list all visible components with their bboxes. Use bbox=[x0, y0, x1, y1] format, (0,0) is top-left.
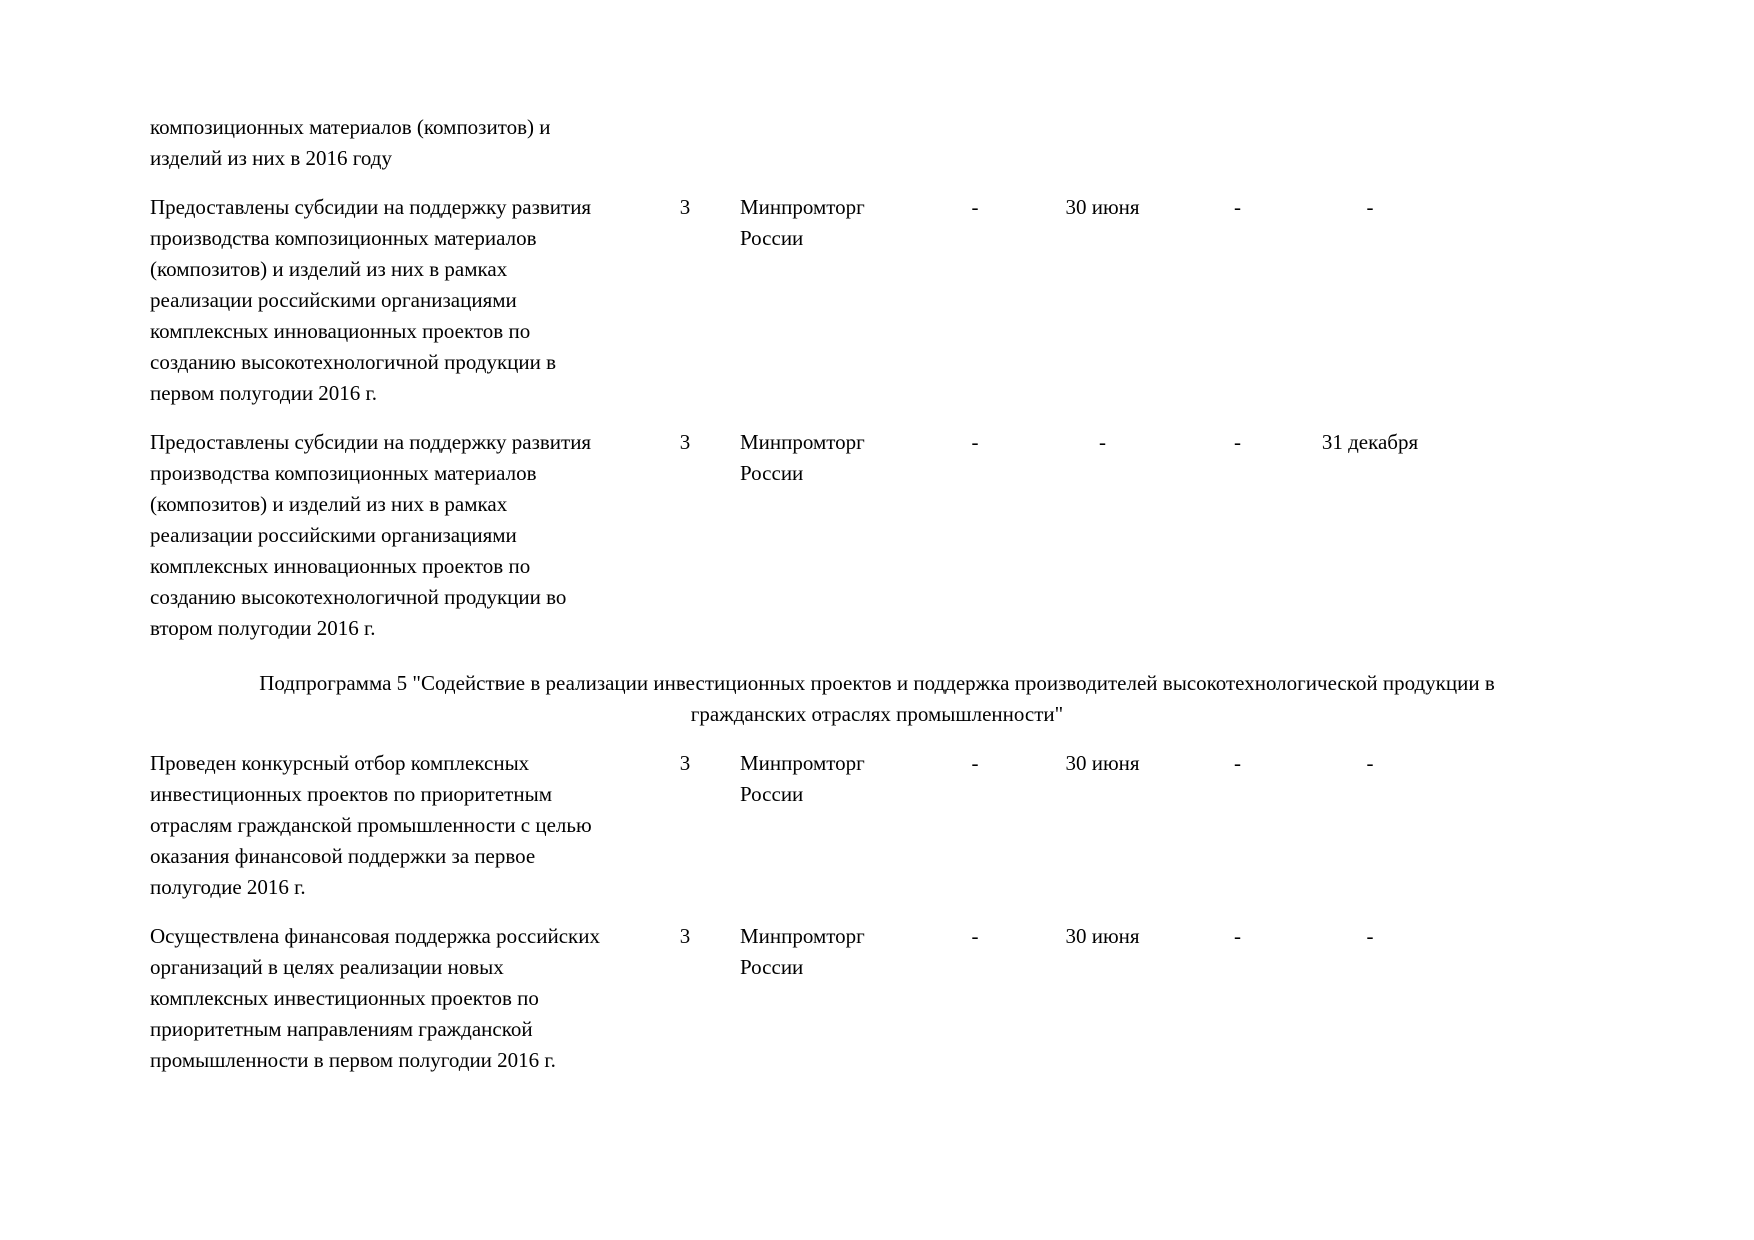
milestone-q3-cell: - bbox=[1234, 924, 1241, 948]
checkpoint-number-cell: 3 bbox=[679, 195, 691, 219]
milestone-q2-cell: 30 июня bbox=[1065, 195, 1140, 219]
document-table bbox=[0, 112, 1754, 1076]
milestone-q3-cell: - bbox=[1234, 430, 1241, 454]
milestone-q2-cell: 30 июня bbox=[1065, 924, 1140, 948]
milestone-q2-cell: - bbox=[1099, 430, 1106, 454]
milestone-q1-cell: - bbox=[971, 751, 979, 775]
milestone-q2-cell: 30 июня bbox=[1065, 751, 1140, 775]
activity-description-cell: Предоставлены субсидии на поддержку развития производства композиционных материалов (композитов) и изделий из них в рамках реализации российскими организациями комплексных инновационных проектов по созданию высокотехнологичной продукции в первом полугодии 2016 г. bbox=[150, 195, 592, 405]
table-row bbox=[150, 427, 1754, 644]
milestone-q4-cell: - bbox=[1366, 751, 1374, 775]
responsible-executor-cell bbox=[740, 112, 925, 174]
milestone-q2-cell bbox=[1025, 112, 1180, 174]
milestone-q1-cell bbox=[925, 112, 1025, 174]
milestone-q4-cell: 31 декабря bbox=[1321, 430, 1419, 454]
responsible-executor-cell: Минпромторг России bbox=[740, 195, 865, 250]
checkpoint-number-cell bbox=[630, 112, 740, 174]
checkpoint-number-cell: 3 bbox=[679, 430, 691, 454]
table-row bbox=[150, 112, 1754, 174]
activity-description-cell: композиционных материалов (композитов) и изделий из них в 2016 году bbox=[150, 115, 551, 170]
milestone-q3-cell bbox=[1180, 112, 1295, 174]
milestone-q4-cell: - bbox=[1366, 195, 1374, 219]
table-row bbox=[150, 748, 1754, 903]
responsible-executor-cell: Минпромторг России bbox=[740, 751, 865, 806]
milestone-q4-cell: - bbox=[1366, 924, 1374, 948]
milestone-q3-cell: - bbox=[1234, 751, 1241, 775]
subprogram-heading: Подпрограмма 5 "Содействие в реализации инвестиционных проектов и поддержка производителей высокотехнологической продукции в гражданских отраслях промышленности" bbox=[259, 671, 1495, 726]
responsible-executor-cell: Минпромторг России bbox=[740, 430, 865, 485]
milestone-q4-cell bbox=[1295, 112, 1445, 174]
checkpoint-number-cell: 3 bbox=[679, 924, 691, 948]
milestone-q3-cell: - bbox=[1234, 195, 1241, 219]
milestone-q1-cell: - bbox=[971, 924, 979, 948]
checkpoint-number-cell: 3 bbox=[679, 751, 691, 775]
responsible-executor-cell: Минпромторг России bbox=[740, 924, 865, 979]
table-row bbox=[150, 921, 1754, 1076]
table-row bbox=[150, 192, 1754, 409]
activity-description-cell: Предоставлены субсидии на поддержку развития производства композиционных материалов (композитов) и изделий из них в рамках реализации российскими организациями комплексных инновационных проектов по созданию высокотехнологичной продукции во втором полугодии 2016 г. bbox=[150, 430, 592, 640]
milestone-q1-cell: - bbox=[971, 430, 979, 454]
activity-description-cell: Проведен конкурсный отбор комплексных инвестиционных проектов по приоритетным отраслям гражданской промышленности с целью оказания финансовой поддержки за первое полугодие 2016 г. bbox=[150, 751, 592, 899]
activity-description-cell: Осуществлена финансовая поддержка российских организаций в целях реализации новых комплексных инвестиционных проектов по приоритетным направлениям гражданской промышленности в первом полугодии 2016 г. bbox=[150, 924, 600, 1072]
milestone-q1-cell: - bbox=[971, 195, 979, 219]
